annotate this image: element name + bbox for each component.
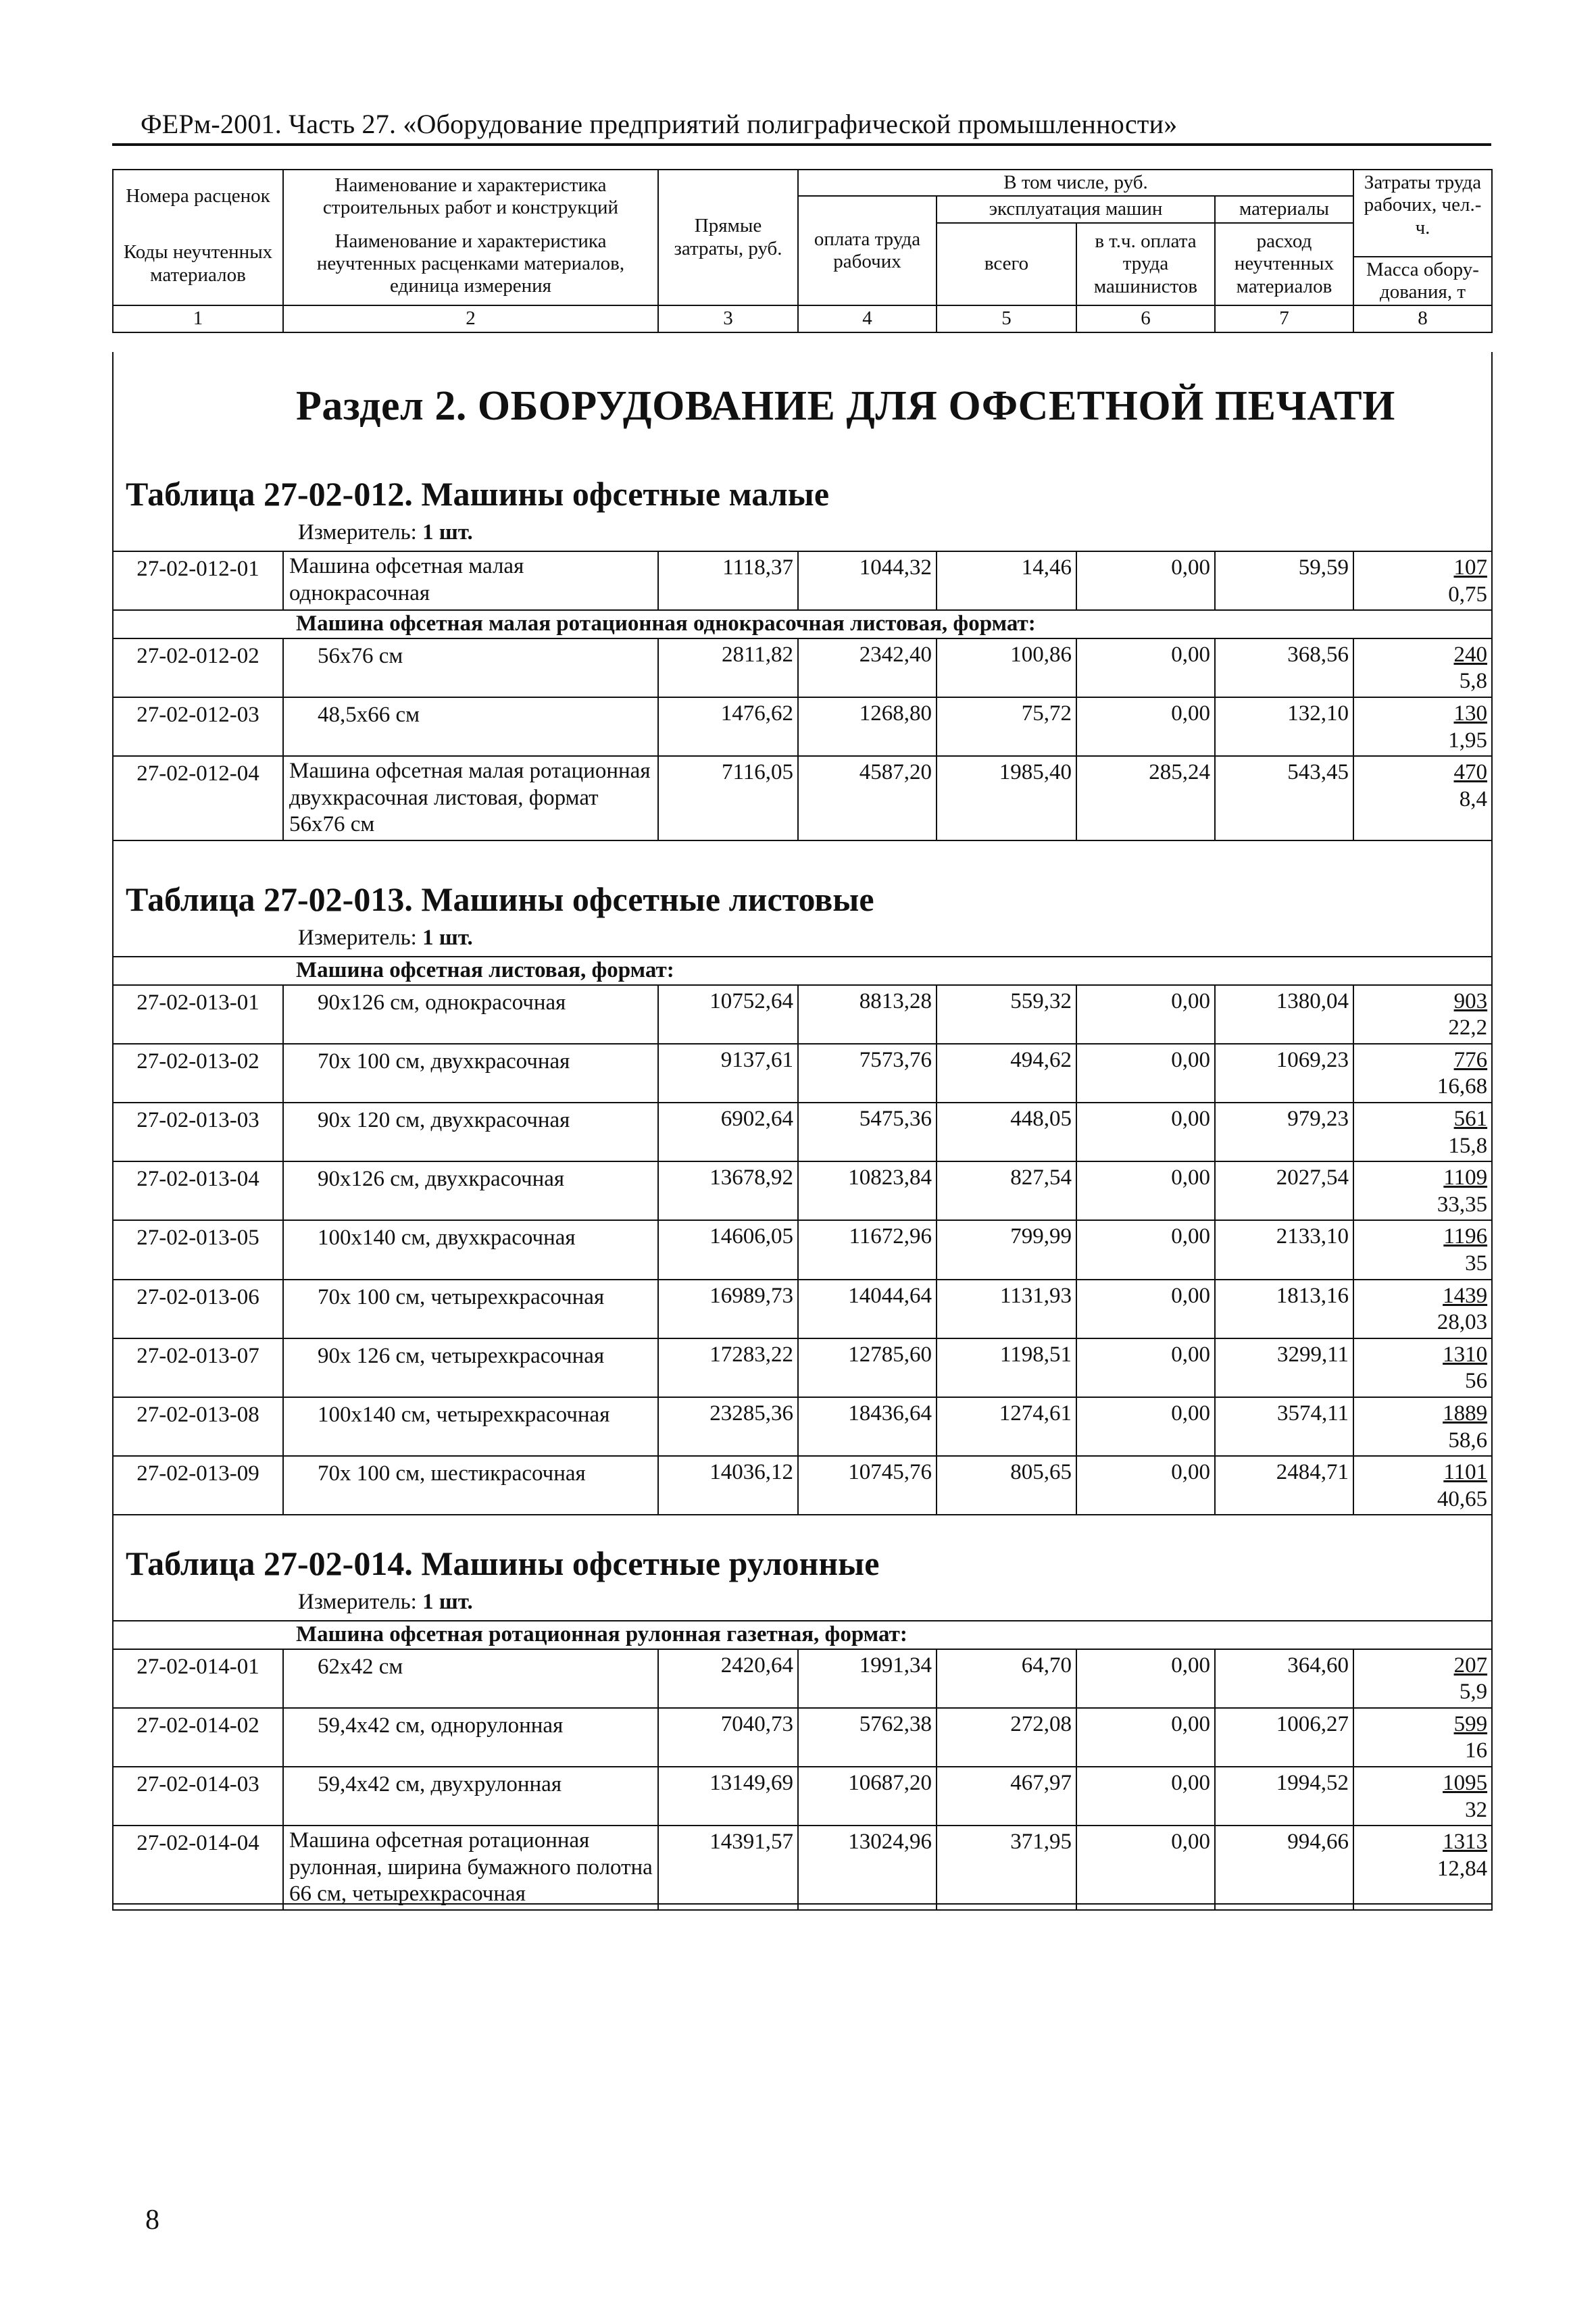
col-number: 8 — [1353, 305, 1492, 332]
rate-code: 27-02-013-04 — [113, 1161, 283, 1220]
labor-and-mass — [1353, 1103, 1492, 1161]
col3-header: Прямые затраты, руб. — [658, 170, 798, 305]
direct-cost: 17283,22 — [658, 1338, 798, 1397]
materials-cost: 3574,11 — [1215, 1397, 1353, 1456]
operator-labor-cost: 0,00 — [1076, 1456, 1215, 1515]
rate-name: 48,5х66 см — [283, 697, 658, 756]
operator-labor-cost: 0,00 — [1076, 1220, 1215, 1279]
rate-code: 27-02-013-05 — [113, 1220, 283, 1279]
machine-cost: 1131,93 — [937, 1280, 1076, 1338]
materials-cost: 2484,71 — [1215, 1456, 1353, 1515]
operator-labor-cost: 0,00 — [1076, 1708, 1215, 1767]
table-row — [113, 1649, 1492, 1708]
direct-cost: 6902,64 — [658, 1103, 798, 1161]
labor-hours: 1109 — [1443, 1165, 1488, 1190]
rate-code: 27-02-012-02 — [113, 638, 283, 697]
unit-label: Измеритель: — [298, 520, 423, 545]
direct-cost: 1118,37 — [658, 551, 798, 610]
running-title: ФЕРм-2001. Часть 27. «Оборудование предприятий полиграфической промышленности» — [141, 109, 1178, 139]
machine-cost: 100,86 — [937, 638, 1076, 697]
rates-table-014 — [112, 1620, 1493, 1911]
equipment-mass: 8,4 — [1459, 786, 1487, 811]
materials-cost: 364,60 — [1215, 1649, 1353, 1708]
operator-labor-cost: 0,00 — [1076, 1044, 1215, 1103]
col4-header: оплата труда рабочих — [798, 196, 937, 305]
unit-line — [298, 520, 473, 545]
direct-cost: 14391,57 — [658, 1826, 798, 1910]
group-row — [113, 957, 1492, 985]
labor-and-mass — [1353, 1280, 1492, 1338]
col-number: 6 — [1076, 305, 1215, 332]
table-row — [113, 985, 1492, 1044]
labor-hours: 776 — [1453, 1047, 1488, 1072]
rate-code: 27-02-012-01 — [113, 551, 283, 610]
equipment-mass: 28,03 — [1437, 1310, 1488, 1335]
labor-and-mass — [1353, 1338, 1492, 1397]
col-number: 5 — [937, 305, 1076, 332]
equipment-mass: 5,9 — [1459, 1680, 1488, 1705]
labor-and-mass — [1353, 1397, 1492, 1456]
rate-name: 100х140 см, четырехкрасочная — [283, 1397, 658, 1456]
labor-cost: 10823,84 — [798, 1161, 937, 1220]
rate-name: Машина офсетная ротационная рулонная, ширина бумажного полотна 66 см, четырехкрасочная — [283, 1826, 658, 1910]
operator-labor-cost: 0,00 — [1076, 985, 1215, 1044]
labor-and-mass — [1353, 756, 1492, 840]
rate-name: Машина офсетная малая ротационная двухкрасочная листовая, формат 56х76 см — [283, 756, 658, 840]
rate-name: 62х42 см — [283, 1649, 658, 1708]
labor-hours: 240 — [1453, 642, 1487, 667]
machines-header: эксплуатация машин — [937, 196, 1215, 222]
machine-cost: 14,46 — [937, 551, 1076, 610]
equipment-mass: 16 — [1465, 1738, 1488, 1763]
rate-name: 70х 100 см, шестикрасочная — [283, 1456, 658, 1515]
col5-header: всего — [937, 223, 1076, 306]
equipment-mass: 5,8 — [1459, 669, 1487, 694]
table-row — [113, 756, 1492, 840]
materials-header: материалы — [1215, 196, 1353, 222]
labor-and-mass — [1353, 1456, 1492, 1515]
rate-code: 27-02-013-06 — [113, 1280, 283, 1338]
direct-cost: 14036,12 — [658, 1456, 798, 1515]
rate-code: 27-02-014-03 — [113, 1767, 283, 1826]
rate-name: 90х126 см, однокрасочная — [283, 985, 658, 1044]
equipment-mass: 32 — [1465, 1797, 1488, 1822]
operator-labor-cost: 0,00 — [1076, 551, 1215, 610]
rate-code: 27-02-012-03 — [113, 697, 283, 756]
materials-cost: 1994,52 — [1215, 1767, 1353, 1826]
direct-cost: 2420,64 — [658, 1649, 798, 1708]
col-number: 3 — [658, 305, 798, 332]
labor-and-mass — [1353, 1044, 1492, 1103]
direct-cost: 16989,73 — [658, 1280, 798, 1338]
equipment-mass: 40,65 — [1437, 1486, 1488, 1511]
unit-label: Измеритель: — [298, 1590, 423, 1614]
rate-code: 27-02-012-04 — [113, 756, 283, 840]
labor-cost: 5475,36 — [798, 1103, 937, 1161]
machine-cost: 75,72 — [937, 697, 1076, 756]
rate-name: 90х 126 см, четырехкрасочная — [283, 1338, 658, 1397]
labor-hours: 130 — [1453, 701, 1487, 726]
labor-hours: 1101 — [1443, 1460, 1488, 1485]
header-rule — [112, 143, 1491, 146]
table-row — [113, 1826, 1492, 1910]
labor-hours: 470 — [1453, 760, 1487, 785]
machine-cost: 448,05 — [937, 1103, 1076, 1161]
labor-cost: 10745,76 — [798, 1456, 937, 1515]
labor-hours: 1889 — [1443, 1401, 1488, 1426]
labor-and-mass — [1353, 1649, 1492, 1708]
rate-name: 70х 100 см, двухкрасочная — [283, 1044, 658, 1103]
rate-code: 27-02-014-01 — [113, 1649, 283, 1708]
labor-hours: 1313 — [1443, 1830, 1488, 1855]
rate-name: 90х126 см, двухкрасочная — [283, 1161, 658, 1220]
rate-code: 27-02-013-09 — [113, 1456, 283, 1515]
rate-code: 27-02-013-08 — [113, 1397, 283, 1456]
rate-code: 27-02-013-03 — [113, 1103, 283, 1161]
equipment-mass: 12,84 — [1437, 1856, 1488, 1881]
operator-labor-cost: 285,24 — [1076, 756, 1215, 840]
labor-and-mass — [1353, 1708, 1492, 1767]
table-row — [113, 1161, 1492, 1220]
materials-cost: 543,45 — [1215, 756, 1353, 840]
machine-cost: 559,32 — [937, 985, 1076, 1044]
column-header-table — [112, 169, 1493, 333]
labor-and-mass — [1353, 1220, 1492, 1279]
labor-hours: 107 — [1453, 555, 1487, 580]
unit-value: 1 шт. — [422, 926, 473, 950]
machine-cost: 272,08 — [937, 1708, 1076, 1767]
labor-hours: 903 — [1453, 988, 1488, 1013]
table-row — [113, 1044, 1492, 1103]
rate-name: Машина офсетная малая однокрасочная — [283, 551, 658, 610]
labor-cost: 5762,38 — [798, 1708, 937, 1767]
machine-cost: 1274,61 — [937, 1397, 1076, 1456]
table-row — [113, 551, 1492, 610]
labor-hours: 1196 — [1443, 1224, 1488, 1249]
col1-bottom-header: Коды неучтенных материалов — [113, 223, 283, 306]
machine-cost: 827,54 — [937, 1161, 1076, 1220]
unit-line — [298, 926, 473, 951]
labor-and-mass — [1353, 985, 1492, 1044]
col-number: 4 — [798, 305, 937, 332]
col-number: 7 — [1215, 305, 1353, 332]
direct-cost: 9137,61 — [658, 1044, 798, 1103]
materials-cost: 994,66 — [1215, 1826, 1353, 1910]
direct-cost: 7040,73 — [658, 1708, 798, 1767]
rate-code: 27-02-013-01 — [113, 985, 283, 1044]
table-row — [113, 1767, 1492, 1826]
equipment-mass: 1,95 — [1448, 728, 1487, 753]
col2-bottom-header: Наименование и характеристика неучтенных расценками материалов, единица измерения — [283, 223, 658, 306]
machine-cost: 371,95 — [937, 1826, 1076, 1910]
operator-labor-cost: 0,00 — [1076, 1161, 1215, 1220]
equipment-mass: 58,6 — [1448, 1428, 1488, 1453]
machine-cost: 1985,40 — [937, 756, 1076, 840]
direct-cost: 7116,05 — [658, 756, 798, 840]
labor-hours: 1310 — [1443, 1342, 1488, 1367]
labor-and-mass — [1353, 697, 1492, 756]
table-row — [113, 638, 1492, 697]
equipment-mass: 33,35 — [1437, 1192, 1488, 1217]
operator-labor-cost: 0,00 — [1076, 1649, 1215, 1708]
machine-cost: 494,62 — [937, 1044, 1076, 1103]
labor-hours: 1439 — [1443, 1283, 1488, 1308]
equipment-mass: 56 — [1465, 1369, 1488, 1394]
rate-code: 27-02-014-02 — [113, 1708, 283, 1767]
direct-cost: 13678,92 — [658, 1161, 798, 1220]
equipment-mass: 22,2 — [1448, 1015, 1488, 1040]
table-row — [113, 1708, 1492, 1767]
machine-cost: 64,70 — [937, 1649, 1076, 1708]
operator-labor-cost: 0,00 — [1076, 1103, 1215, 1161]
labor-and-mass — [1353, 638, 1492, 697]
rate-name: 56х76 см — [283, 638, 658, 697]
operator-labor-cost: 0,00 — [1076, 638, 1215, 697]
labor-and-mass — [1353, 1161, 1492, 1220]
operator-labor-cost: 0,00 — [1076, 697, 1215, 756]
rate-name: 59,4х42 см, двухрулонная — [283, 1767, 658, 1826]
machine-cost: 467,97 — [937, 1767, 1076, 1826]
materials-cost: 132,10 — [1215, 697, 1353, 756]
labor-and-mass — [1353, 551, 1492, 610]
machine-cost: 1198,51 — [937, 1338, 1076, 1397]
table-title: Таблица 27-02-012. Машины офсетные малые — [126, 475, 830, 513]
table-row — [113, 1338, 1492, 1397]
section-title: Раздел 2. ОБОРУДОВАНИЕ ДЛЯ ОФСЕТНОЙ ПЕЧАТИ — [296, 383, 1395, 429]
machine-cost: 805,65 — [937, 1456, 1076, 1515]
group-row — [113, 1621, 1492, 1649]
operator-labor-cost: 0,00 — [1076, 1826, 1215, 1910]
table-row — [113, 697, 1492, 756]
rates-table-013 — [112, 956, 1493, 1515]
labor-and-mass — [1353, 1826, 1492, 1910]
labor-cost: 12785,60 — [798, 1338, 937, 1397]
operator-labor-cost: 0,00 — [1076, 1338, 1215, 1397]
equipment-mass: 0,75 — [1448, 582, 1487, 607]
labor-and-mass — [1353, 1767, 1492, 1826]
col8-top-header: Затраты труда рабочих, чел.-ч. — [1353, 170, 1492, 257]
operator-labor-cost: 0,00 — [1076, 1397, 1215, 1456]
labor-cost: 2342,40 — [798, 638, 937, 697]
table-row — [113, 1397, 1492, 1456]
operator-labor-cost: 0,00 — [1076, 1280, 1215, 1338]
materials-cost: 1813,16 — [1215, 1280, 1353, 1338]
unit-value: 1 шт. — [422, 520, 473, 545]
table-title: Таблица 27-02-013. Машины офсетные листовые — [126, 880, 874, 918]
labor-cost: 7573,76 — [798, 1044, 937, 1103]
group-row — [113, 610, 1492, 638]
materials-cost: 1069,23 — [1215, 1044, 1353, 1103]
rate-code: 27-02-013-02 — [113, 1044, 283, 1103]
table-row — [113, 1456, 1492, 1515]
rates-table-012 — [112, 551, 1493, 841]
rate-code: 27-02-013-07 — [113, 1338, 283, 1397]
materials-cost: 2027,54 — [1215, 1161, 1353, 1220]
labor-cost: 14044,64 — [798, 1280, 937, 1338]
direct-cost: 13149,69 — [658, 1767, 798, 1826]
labor-hours: 561 — [1453, 1106, 1488, 1131]
labor-cost: 13024,96 — [798, 1826, 937, 1910]
materials-cost: 2133,10 — [1215, 1220, 1353, 1279]
rate-code: 27-02-014-04 — [113, 1826, 283, 1910]
labor-cost: 8813,28 — [798, 985, 937, 1044]
unit-label: Измеритель: — [298, 926, 423, 950]
labor-hours: 207 — [1453, 1653, 1488, 1678]
table-row — [113, 1220, 1492, 1279]
labor-cost: 1991,34 — [798, 1649, 937, 1708]
group-label: Машина офсетная малая ротационная однокрасочная листовая, формат: — [113, 610, 1492, 638]
table-row — [113, 1280, 1492, 1338]
labor-cost: 10687,20 — [798, 1767, 937, 1826]
col6-header: в т.ч. оплата труда машинистов — [1076, 223, 1215, 306]
direct-cost: 14606,05 — [658, 1220, 798, 1279]
materials-cost: 1006,27 — [1215, 1708, 1353, 1767]
page-number: 8 — [145, 2205, 159, 2236]
labor-cost: 4587,20 — [798, 756, 937, 840]
rate-name: 90х 120 см, двухкрасочная — [283, 1103, 658, 1161]
machine-cost: 799,99 — [937, 1220, 1076, 1279]
labor-cost: 18436,64 — [798, 1397, 937, 1456]
labor-hours: 1095 — [1443, 1770, 1488, 1795]
group-label: Машина офсетная листовая, формат: — [113, 957, 1492, 985]
table-title: Таблица 27-02-014. Машины офсетные рулонные — [126, 1544, 880, 1582]
including-header: В том числе, руб. — [798, 170, 1353, 196]
rate-name: 70х 100 см, четырехкрасочная — [283, 1280, 658, 1338]
materials-cost: 368,56 — [1215, 638, 1353, 697]
direct-cost: 2811,82 — [658, 638, 798, 697]
materials-cost: 3299,11 — [1215, 1338, 1353, 1397]
table-row — [113, 1103, 1492, 1161]
unit-value: 1 шт. — [422, 1590, 473, 1614]
col8-bottom-header: Масса обору-дования, т — [1353, 257, 1492, 306]
rate-name: 100х140 см, двухкрасочная — [283, 1220, 658, 1279]
group-label: Машина офсетная ротационная рулонная газетная, формат: — [113, 1621, 1492, 1649]
equipment-mass: 16,68 — [1437, 1074, 1488, 1099]
col-number: 2 — [283, 305, 658, 332]
labor-cost: 11672,96 — [798, 1220, 937, 1279]
materials-cost: 59,59 — [1215, 551, 1353, 610]
labor-cost: 1044,32 — [798, 551, 937, 610]
equipment-mass: 15,8 — [1448, 1133, 1488, 1158]
direct-cost: 23285,36 — [658, 1397, 798, 1456]
labor-cost: 1268,80 — [798, 697, 937, 756]
unit-line — [298, 1590, 473, 1615]
direct-cost: 1476,62 — [658, 697, 798, 756]
materials-cost: 1380,04 — [1215, 985, 1353, 1044]
col7-header: расход неучтенных материалов — [1215, 223, 1353, 306]
operator-labor-cost: 0,00 — [1076, 1767, 1215, 1826]
col1-top-header: Номера расценок — [113, 170, 283, 223]
labor-hours: 599 — [1453, 1711, 1488, 1736]
rate-name: 59,4х42 см, однорулонная — [283, 1708, 658, 1767]
equipment-mass: 35 — [1465, 1251, 1488, 1276]
col2-top-header: Наименование и характеристика строительных работ и конструкций — [283, 170, 658, 223]
materials-cost: 979,23 — [1215, 1103, 1353, 1161]
col-number: 1 — [113, 305, 283, 332]
direct-cost: 10752,64 — [658, 985, 798, 1044]
